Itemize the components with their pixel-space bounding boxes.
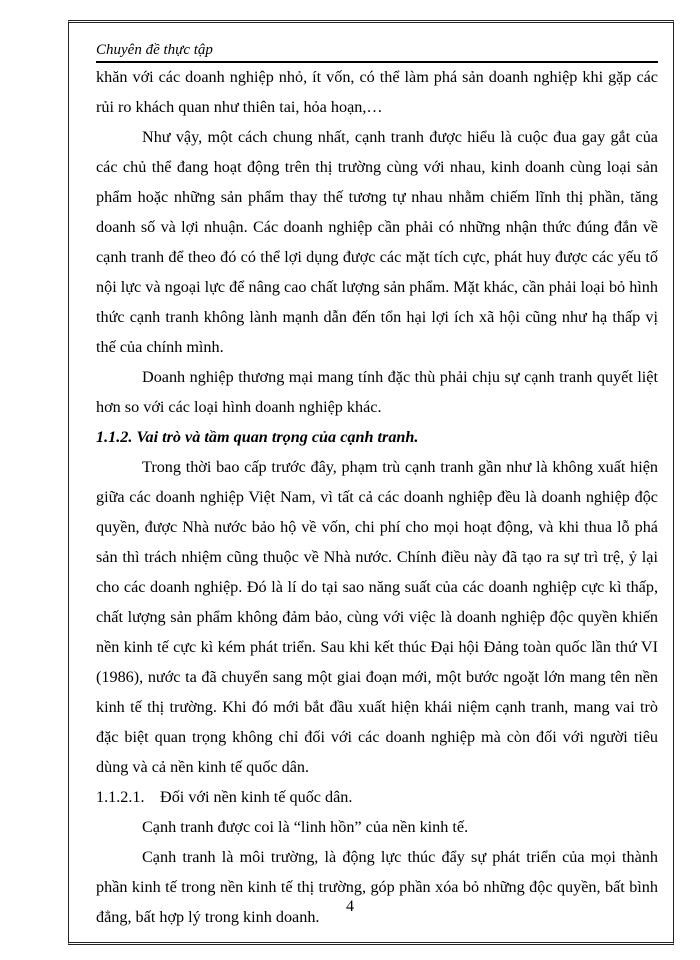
subsection-title: Đối với nền kinh tế quốc dân. [160,788,353,806]
subsection-number: 1.1.2.1. [96,788,145,806]
paragraph: Cạnh tranh là môi trường, là động lực thúc đẩy sự phát triển của mọi thành phần kinh tế trong nền kinh tế thị trường, góp phần xóa bỏ những độc quyền, bất bình đẳng, bất hợp lý trong kinh doanh. [96,848,658,926]
section-heading: 1.1.2. Vai trò và tầm quan trọng của cạnh tranh. [96,428,419,446]
page-number: 4 [346,898,354,915]
paragraph: Trong thời bao cấp trước đây, phạm trù cạnh tranh gần như là không xuất hiện giữa các doanh nghiệp Việt Nam, vì tất cả các doanh nghiệp đều là doanh nghiệp độc quyền, được Nhà nước bảo hộ về vốn, chi phí cho mọi hoạt động, và khi thua lỗ phá sản thì trách nhiệm cũng thuộc về Nhà nước. Chính điều này đã tạo ra sự trì trệ, ỷ lại cho các doanh nghiệp. Đó là lí do tại sao năng suất của các doanh nghiệp cực kì thấp, chất lượng sản phẩm không đảm bảo, cùng với việc là doanh nghiệp độc quyền khiến nền kinh tế cực kì kém phát triển. Sau khi kết thúc Đại hội Đảng toàn quốc lần thứ VI (1986), nước ta đã chuyển sang một giai đoạn mới, một bước ngoặt lớn mang tên nền kinh tế thị trường. Khi đó mới bắt đầu xuất hiện khái niệm cạnh tranh, mang vai trò đặc biệt quan trọng không chỉ đối với các doanh nghiệp mà còn đối với người tiêu dùng và cả nền kinh tế quốc dân. [96,458,658,776]
subsection-heading [96,782,658,812]
paragraph: khăn với các doanh nghiệp nhỏ, ít vốn, có thể làm phá sản doanh nghiệp khi gặp các rủi ro khách quan như thiên tai, hỏa hoạn,… [96,68,658,116]
paragraph: Như vậy, một cách chung nhất, cạnh tranh được hiểu là cuộc đua gay gắt của các chủ thể đang hoạt động trên thị trường cùng với nhau, kinh doanh cùng loại sản phẩm hoặc những sản phẩm thay thế tương tự nhau nhằm chiếm lĩnh thị phần, tăng doanh số và lợi nhuận. Các doanh nghiệp cần phải có những nhận thức đúng đắn về cạnh tranh để theo đó có thể lợi dụng được các mặt tích cực, phát huy được các yếu tố nội lực và ngoại lực để nâng cao chất lượng sản phẩm. Mặt khác, cần phải loại bỏ hình thức cạnh tranh không lành mạnh dẫn đến tổn hại lợi ích xã hội cũng như hạ thấp vị thế của chính mình. [96,128,658,356]
header-title: Chuyên đề thực tập [96,42,213,58]
document-body [96,62,658,932]
paragraph: Cạnh tranh được coi là “linh hồn” của nền kinh tế. [142,818,469,836]
paragraph: Doanh nghiệp thương mại mang tính đặc thù phải chịu sự cạnh tranh quyết liệt hơn so với các loại hình doanh nghiệp khác. [96,368,658,416]
page-header [96,40,658,63]
